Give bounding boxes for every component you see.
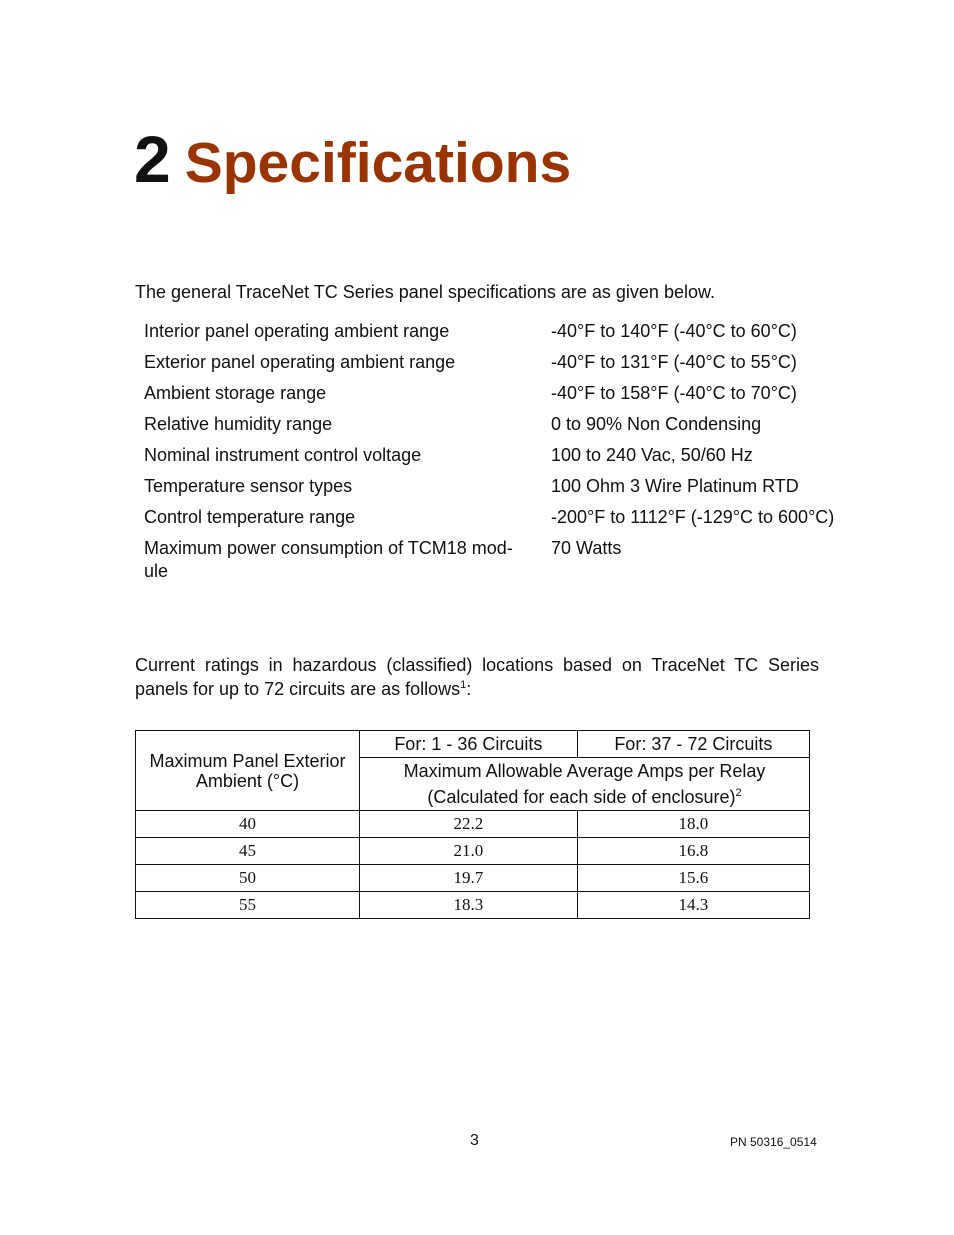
header-amps-line-1: Maximum Allowable Average Amps per Relay: [403, 761, 766, 781]
page-number: 3: [470, 1132, 479, 1149]
cell-amps-37-72: 14.3: [577, 892, 809, 919]
cell-ambient: 40: [136, 811, 360, 838]
footnote-marker: 2: [735, 787, 742, 799]
spec-row: [144, 537, 864, 583]
spec-row: [144, 351, 864, 382]
chapter-number: 2: [134, 122, 171, 196]
spec-row: [144, 506, 864, 537]
spec-row: [144, 413, 864, 444]
cell-amps-1-36: 19.7: [360, 865, 578, 892]
spec-value: -200°F to 1112°F (-129°C to 600°C): [551, 507, 835, 527]
table-row: [136, 811, 810, 838]
header-circuits-37-72: For: 37 - 72 Circuits: [577, 731, 809, 758]
table-row: [136, 892, 810, 919]
spec-label: Temperature sensor types: [144, 476, 353, 496]
spec-label-line-1: Maximum power consumption of TCM18 mod-: [144, 538, 513, 558]
spec-value: -40°F to 140°F (-40°C to 60°C): [551, 321, 797, 341]
chapter-heading: [134, 122, 572, 196]
cell-amps-37-72: 18.0: [577, 811, 809, 838]
spec-label: Ambient storage range: [144, 383, 327, 403]
cell-amps-1-36: 22.2: [360, 811, 578, 838]
part-number: PN 50316_0514: [730, 1135, 817, 1149]
spec-row: [144, 320, 864, 351]
spec-list: [144, 320, 864, 583]
header-amps: [360, 758, 810, 811]
footnote-marker: 1: [460, 679, 467, 691]
ratings-intro-end: :: [466, 679, 472, 699]
spec-label: [144, 537, 536, 583]
spec-label: Relative humidity range: [144, 414, 333, 434]
spec-value: 0 to 90% Non Condensing: [551, 414, 762, 434]
ratings-intro: [135, 653, 819, 701]
cell-ambient: 55: [136, 892, 360, 919]
spec-label: Interior panel operating ambient range: [144, 321, 450, 341]
cell-amps-37-72: 15.6: [577, 865, 809, 892]
header-amps-line-2: (Calculated for each side of enclosure): [427, 787, 736, 807]
spec-value: 100 to 240 Vac, 50/60 Hz: [551, 445, 753, 465]
chapter-title: Specifications: [184, 131, 572, 195]
spec-row: [144, 382, 864, 413]
cell-amps-1-36: 21.0: [360, 838, 578, 865]
spec-value: 100 Ohm 3 Wire Platinum RTD: [551, 476, 799, 496]
spec-value: -40°F to 158°F (-40°C to 70°C): [551, 383, 797, 403]
table-row: [136, 838, 810, 865]
cell-ambient: 50: [136, 865, 360, 892]
spec-label: Control temperature range: [144, 507, 356, 527]
spec-value: 70 Watts: [551, 538, 622, 558]
spec-label: Exterior panel operating ambient range: [144, 352, 456, 372]
spec-row: [144, 444, 864, 475]
spec-value: -40°F to 131°F (-40°C to 55°C): [551, 352, 797, 372]
header-circuits-1-36: For: 1 - 36 Circuits: [360, 731, 578, 758]
spec-label-line-2: ule: [144, 561, 169, 581]
cell-amps-37-72: 16.8: [577, 838, 809, 865]
spec-row: [144, 475, 864, 506]
table-row: [136, 865, 810, 892]
current-ratings-table: [135, 730, 810, 919]
header-ambient: Maximum Panel Exterior Ambient (°C): [136, 731, 360, 811]
intro-paragraph: The general TraceNet TC Series panel specifications are as given below.: [135, 282, 715, 302]
cell-amps-1-36: 18.3: [360, 892, 578, 919]
ratings-intro-text: Current ratings in hazardous (classified) locations based on TraceNet TC Series panels for up to 72 circuits are as follows: [135, 655, 819, 699]
spec-label: Nominal instrument control voltage: [144, 445, 422, 465]
cell-ambient: 45: [136, 838, 360, 865]
